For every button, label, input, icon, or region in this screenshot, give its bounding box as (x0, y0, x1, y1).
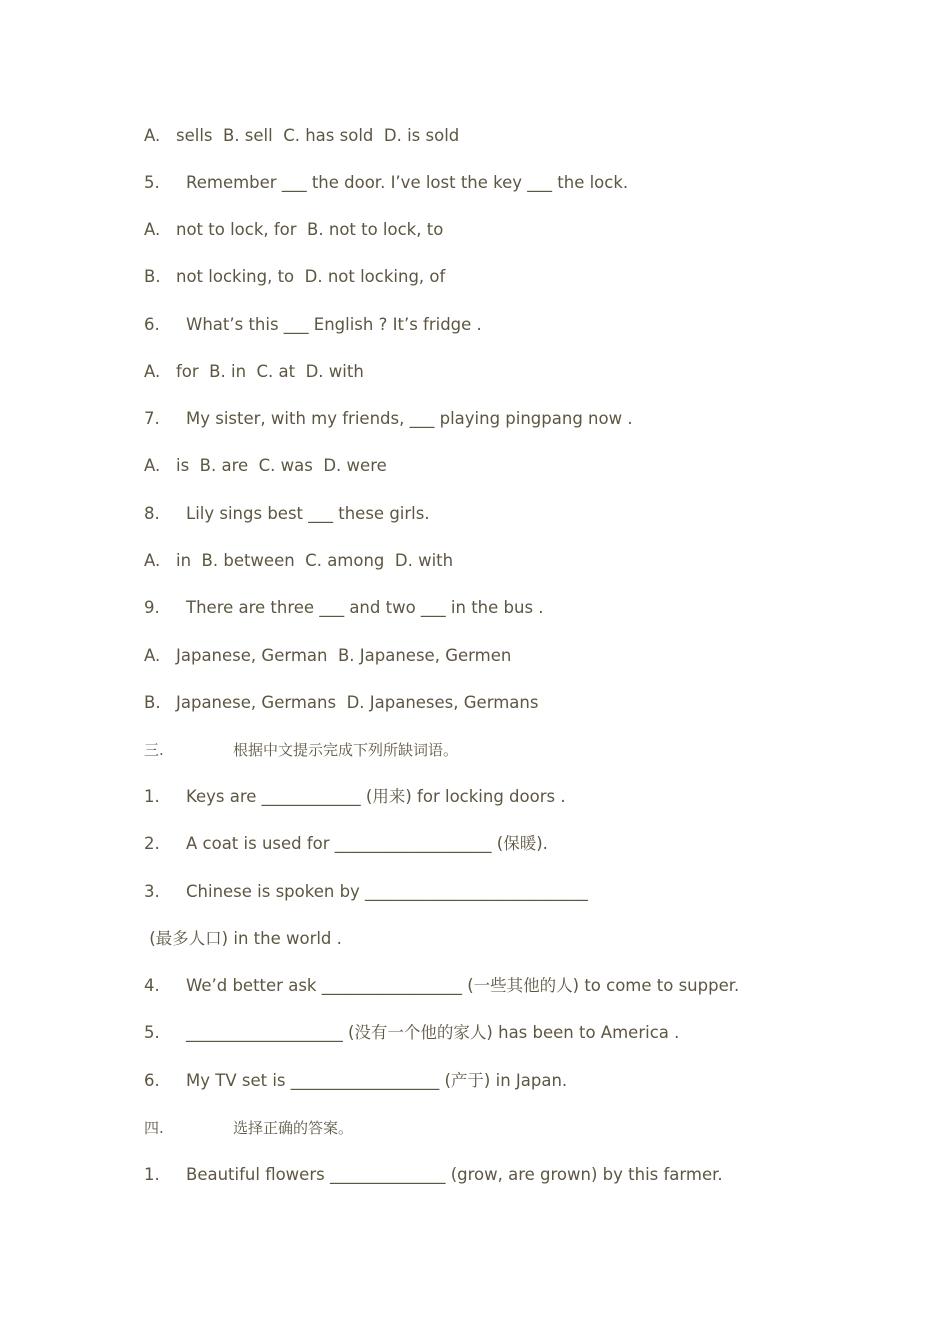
question-line (144, 881, 588, 903)
question-number: 4. (144, 976, 160, 995)
continuation-line (144, 928, 342, 950)
question-number: 1. (144, 1165, 160, 1184)
option-text: for B. in C. at D. with (176, 362, 364, 381)
question-line (144, 503, 430, 525)
option-line (144, 266, 445, 288)
question-line (144, 408, 633, 430)
question-number: 9. (144, 598, 160, 617)
option-line (144, 692, 538, 714)
question-text: ___________________ (没有一个他的家人) has been to America . (186, 1023, 680, 1042)
question-line (144, 172, 628, 194)
question-text: Keys are ____________ (用来) for locking doors . (186, 787, 566, 806)
question-text: We’d better ask _________________ (一些其他的人) to come to supper. (186, 976, 740, 995)
option-label: A. (144, 220, 161, 239)
question-number: 6. (144, 1071, 160, 1090)
section-heading (144, 739, 458, 761)
question-line (144, 975, 739, 997)
option-line (144, 125, 459, 147)
option-label: B. (144, 267, 161, 286)
option-line (144, 455, 387, 477)
question-text: What’s this ___ English ? It’s fridge . (186, 315, 482, 334)
section-instruction: 根据中文提示完成下列所缺词语。 (233, 741, 459, 759)
question-text: Beautiful flowers ______________ (grow, are grown) by this farmer. (186, 1165, 723, 1184)
question-text: My sister, with my friends, ___ playing pingpang now . (186, 409, 633, 428)
option-text: in B. between C. among D. with (176, 551, 454, 570)
option-line (144, 219, 443, 241)
option-label: B. (144, 693, 161, 712)
question-line (144, 1022, 679, 1044)
question-number: 2. (144, 834, 160, 853)
question-number: 5. (144, 1023, 160, 1042)
question-text: My TV set is __________________ (产于) in Japan. (186, 1071, 568, 1090)
question-line (144, 786, 566, 808)
continuation-text: (最多人口) in the world . (144, 929, 342, 948)
question-line (144, 597, 544, 619)
section-instruction: 选择正确的答案。 (233, 1119, 354, 1137)
option-label: A. (144, 456, 161, 475)
question-text: Lily sings best ___ these girls. (186, 504, 430, 523)
option-label: A. (144, 551, 161, 570)
option-label: A. (144, 646, 161, 665)
question-line (144, 1164, 723, 1186)
question-number: 1. (144, 787, 160, 806)
question-line (144, 314, 482, 336)
option-line (144, 550, 453, 572)
option-label: A. (144, 126, 161, 145)
section-number: 三. (144, 741, 164, 759)
option-text: is B. are C. was D. were (176, 456, 387, 475)
question-text: A coat is used for ___________________ (保暖). (186, 834, 548, 853)
section-heading (144, 1117, 353, 1139)
question-number: 5. (144, 173, 160, 192)
question-text: Chinese is spoken by ___________________________ (186, 882, 588, 901)
section-number: 四. (144, 1119, 164, 1137)
question-text: There are three ___ and two ___ in the bus . (186, 598, 544, 617)
question-number: 8. (144, 504, 160, 523)
question-text: Remember ___ the door. I’ve lost the key ___ the lock. (186, 173, 629, 192)
question-line (144, 1070, 567, 1092)
option-text: Japanese, Germans D. Japaneses, Germans (176, 693, 539, 712)
option-line (144, 645, 511, 667)
option-text: not to lock, for B. not to lock, to (176, 220, 444, 239)
question-number: 3. (144, 882, 160, 901)
question-line (144, 833, 548, 855)
option-label: A. (144, 362, 161, 381)
option-text: sells B. sell C. has sold D. is sold (176, 126, 460, 145)
option-line (144, 361, 364, 383)
option-text: Japanese, German B. Japanese, Germen (176, 646, 512, 665)
question-number: 6. (144, 315, 160, 334)
question-number: 7. (144, 409, 160, 428)
option-text: not locking, to D. not locking, of (176, 267, 446, 286)
